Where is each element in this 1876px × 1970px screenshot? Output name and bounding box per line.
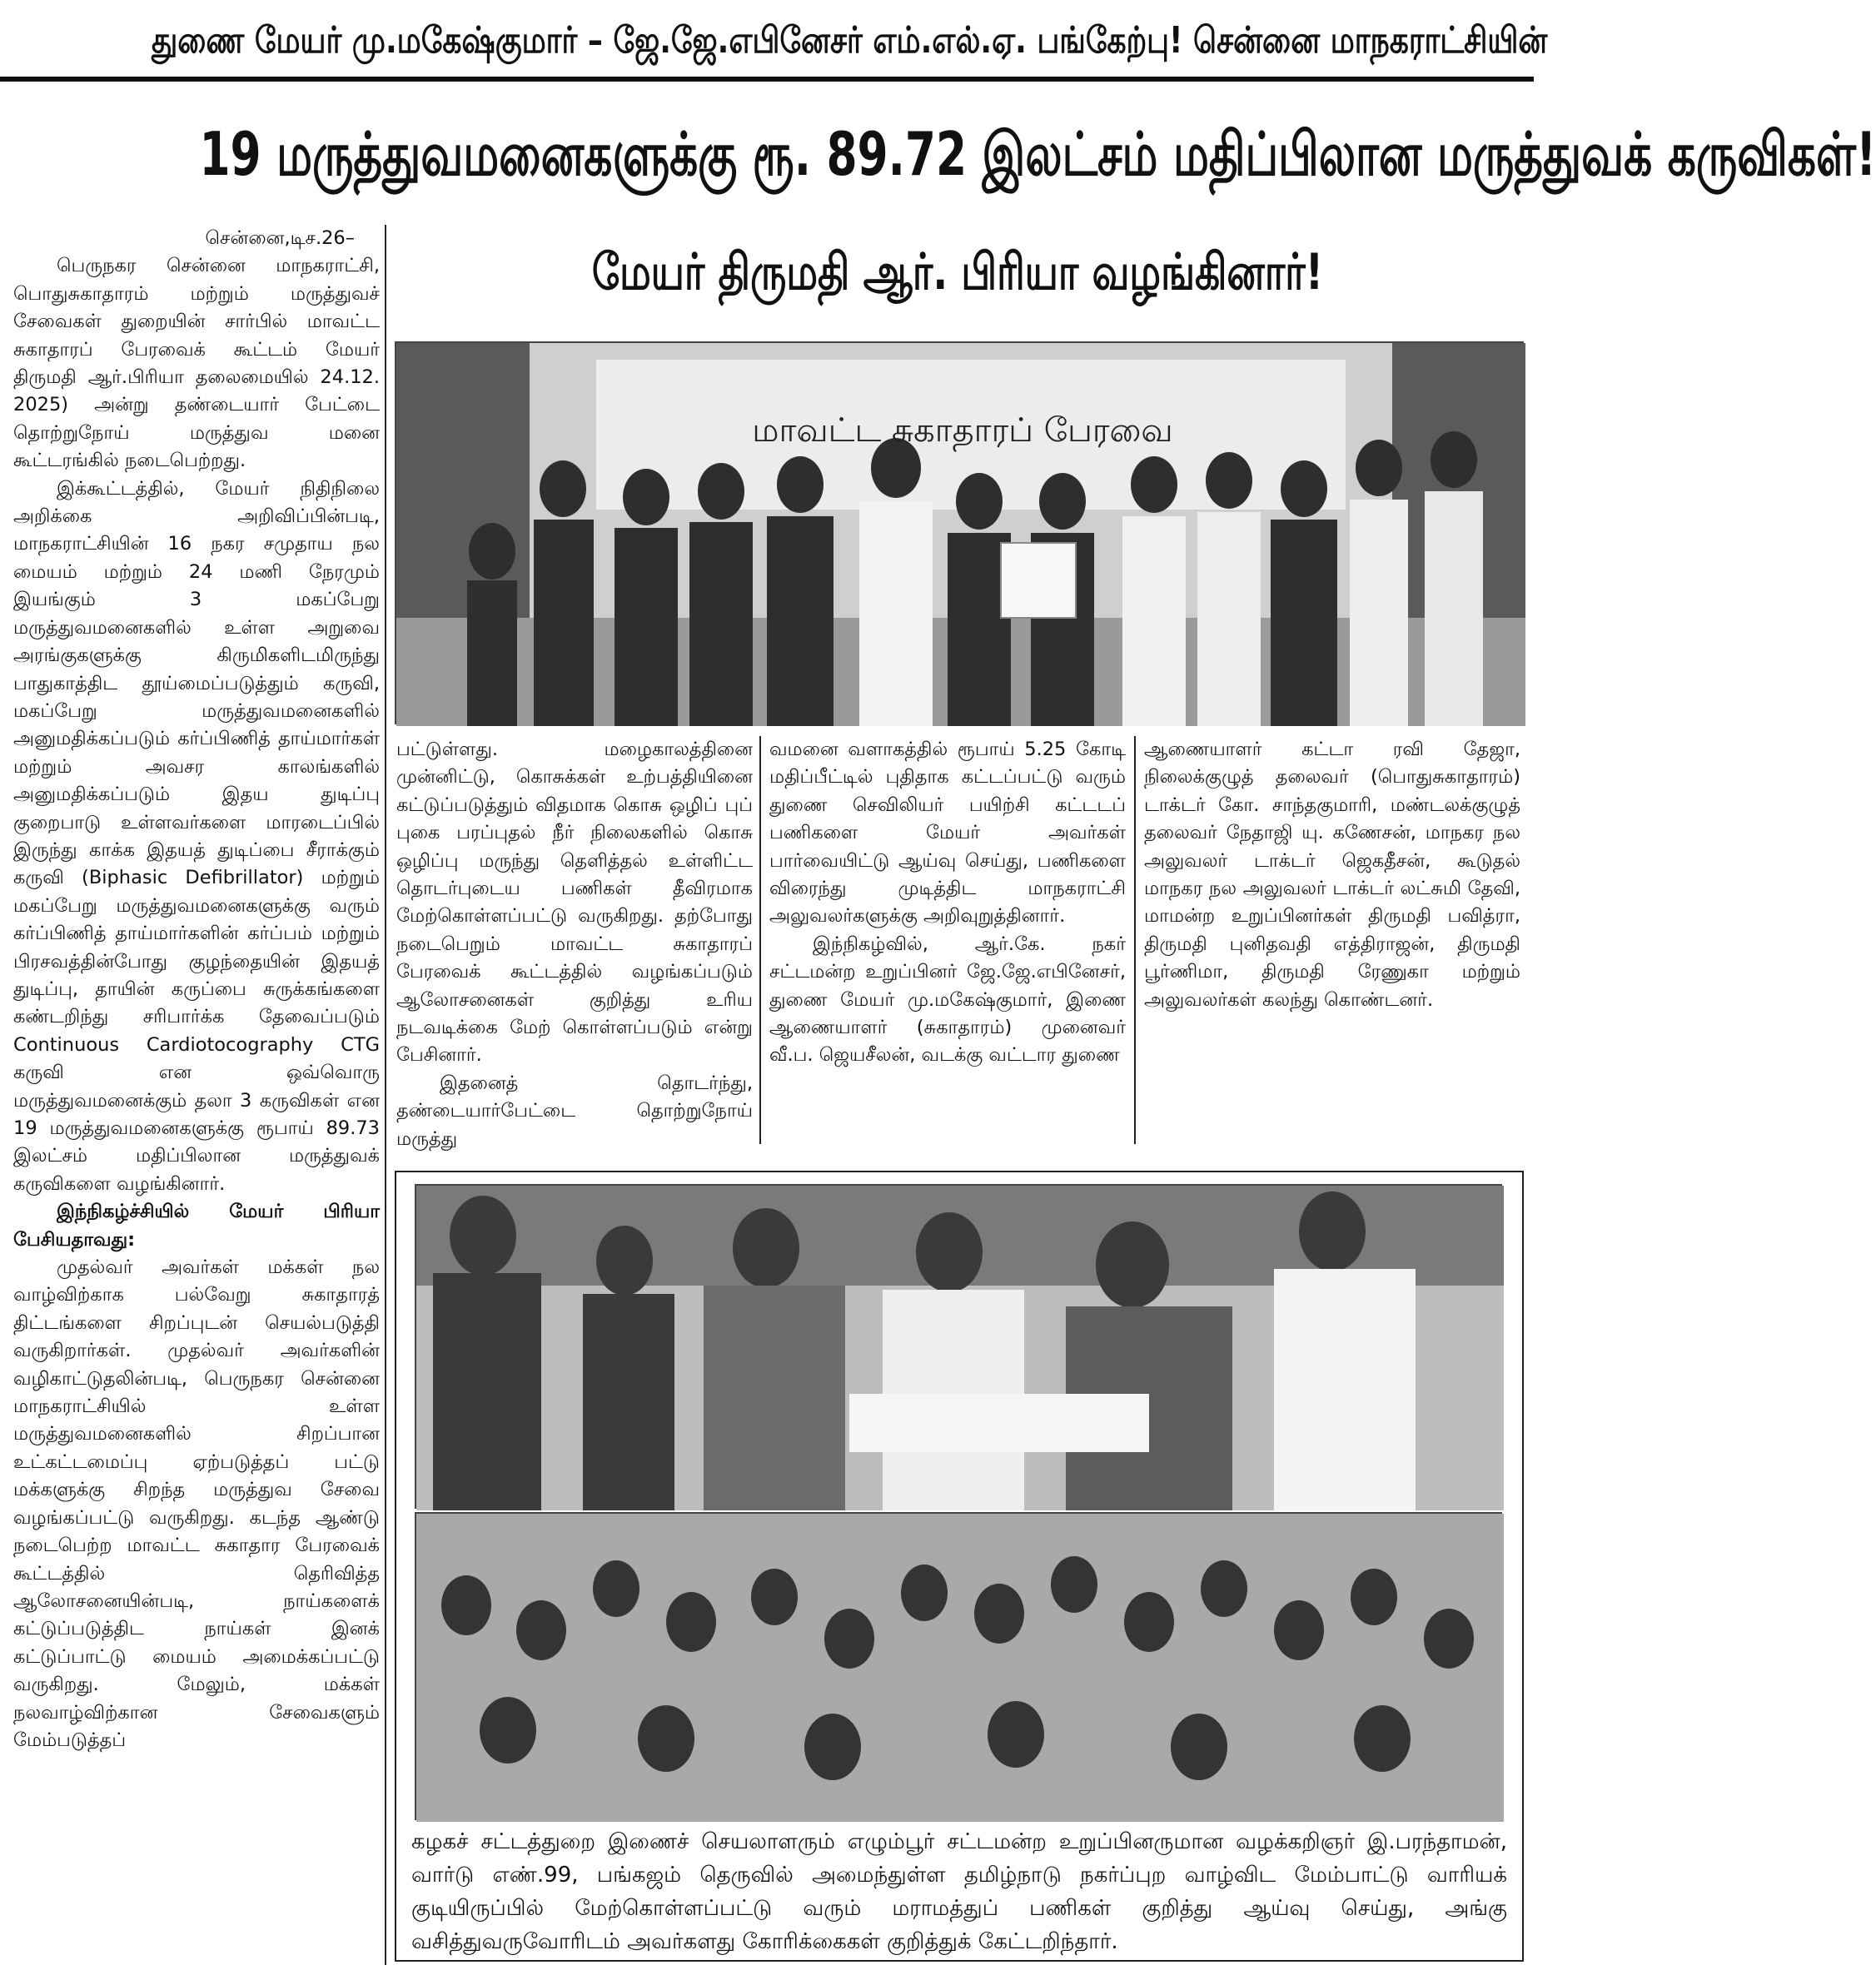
paragraph: பெருநகர சென்னை மாநகராட்சி, பொதுசுகாதாரம் மற்றும் மருத்துவச் சேவைகள் துறையின் சார்பில் மாவட்ட சுகாதாரப் பேரவைக் கூட்டம் மேயர் திருமதி ஆர்.பிரியா தலைமையில் 24.12. 2025) அன்று தண்டையார் பேட்டை தொற்றுநோய் மருத்துவ மனை கூட்டரங்கில் நடைபெற்றது. — [13, 255, 380, 472]
paragraph: முதல்வர் அவர்கள் மக்கள் நல வாழ்விற்காக பல்வேறு சுகாதாரத் திட்டங்களை சிறப்புடன் செயல்படுத்தி வருகிறார்கள். முதல்வர் அவர்களின் வழிகாட்டுதலின்படி, பெருநகர சென்னை மாநகராட்சியில் உள்ள மருத்துவமனைகளில் சிறப்பான உட்கட்டமைப்பு ஏற்படுத்தப் பட்டு மக்களுக்கு சிறந்த மருத்துவ சேவை வழங்கப்பட்டு வருகிறது. கடந்த ஆண்டு நடைபெற்ற மாவட்ட சுகாதார பேரவைக் கூட்டத்தில் தெரிவித்த ஆலோசனையின்படி, நாய்களைக் கட்டுப்படுத்திட நாய்கள் இனக் கட்டுப்பாட்டு மையம் அமைக்கப்பட்டு வருகிறது. மேலும், மக்கள் நலவாழ்விற்கான சேவைகளும் மேம்படுத்தப் — [13, 1256, 380, 1751]
column-divider — [385, 225, 386, 1965]
photo-caption: கழகச் சட்டத்துறை இணைச் செயலாளரும் எழும்பூர் சட்டமன்ற உறுப்பினருமான வழக்கறிஞர் இ.பரந்தாமன், வார்டு எண்.99, பங்கஜம் தெருவில் அமைந்துள்ள தமிழ்நாடு நகர்ப்புற வாழ்விட மேம்பாட்டு வாரியக் குடியிருப்பில் மேற்கொள்ளப்பட்டு வரும் மராமத்துப் பணிகள் குறித்து ஆய்வு செய்து, அங்கு வசித்துவருவோரிடம் அவர்களது கோரிக்கைகள் குறித்துக் கேட்டறிந்தார். — [411, 1829, 1507, 1954]
paragraph: இக்கூட்டத்தில், மேயர் நிதிநிலை அறிக்கை அறிவிப்பின்படி, மாநகராட்சியின் 16 நகர சமுதாய நல மையம் மற்றும் 24 மணி நேரமும் இயங்கும் 3 மகப்பேறு மருத்துவமனைகளில் உள்ள அறுவை அரங்குகளுக்கு கிருமிகளிடமிருந்து பாதுகாத்திட தூய்மைப்படுத்தும் கருவி, மகப்பேறு மருத்துவமனைகளில் அனுமதிக்கப்படும் கர்ப்பிணித் தாய்மார்கள் மற்றும் அவசர காலங்களில் அனுமதிக்கப்படும் இதய துடிப்பு குறைபாடு உள்ளவர்களை மாரடைப்பில் இருந்து காக்க இதயத் துடிப்பை சீராக்கும் கருவி (Biphasic Defibrillator) மற்றும் மகப்பேறு மருத்துவமனைகளுக்கு வரும் கர்ப்பிணித் தாய்மார்களின் கர்ப்பம் மற்றும் பிரசவத்தின்போது குழந்தையின் இதயத் துடிப்பு, தாயின் கருப்பை சுருக்கங்களை கண்டறிந்து சரிபார்க்க தேவைப்படும் Continuous Cardiotocography CTG கருவி என ஒவ்வொரு மருத்துவமனைக்கும் தலா 3 கருவிகள் என 19 மருத்துவமனைகளுக்கு ரூபாய் 89.73 இலட்சம் மதிப்பிலான மருத்துவக் கருவிகளை வழங்கினார். — [13, 477, 380, 1195]
column-divider — [759, 736, 761, 1144]
paragraph: பட்டுள்ளது. மழைகாலத்தினை முன்னிட்டு, கொசுக்கள் உற்பத்தியினை கட்டுப்படுத்தும் விதமாக கொசு ஒழிப் புப் புகை பரப்புதல் நீர் நிலைகளில் கொசு ஒழிப்பு மருந்து தெளித்தல் உள்ளிட்ட தொடர்புடைய பணிகள் தீவிரமாக மேற்கொள்ளப்பட்டு வருகிறது. தற்போது நடைபெறும் மாவட்ட சுகாதாரப் பேரவைக் கூட்டத்தில் வழங்கப்படும் ஆலோசனைகள் குறித்து உரிய நடவடிக்கை மேற் கொள்ளப்படும் என்று பேசினார். — [396, 739, 753, 1067]
header-rule — [0, 77, 1534, 82]
paragraph: இந்நிகழ்வில், ஆர்.கே. நகர் சட்டமன்ற உறுப்பினர் ஜே.ஜே.எபினேசர், துணை மேயர் மு.மகேஷ்குமார், இணை ஆணையாளர் (சுகாதாரம்) முனைவர் வீ.ப. ஜெயசீலன், வடக்கு வட்டார துணை — [769, 933, 1126, 1067]
headline: 19 மருத்துவமனைகளுக்கு ரூ. 89.72 இலட்சம் மதிப்பிலான மருத்துவக் கருவிகள்! — [199, 119, 1876, 189]
paragraph: வமனை வளாகத்தில் ரூபாய் 5.25 கோடி மதிப்பீட்டில் புதிதாக கட்டப்பட்டு வரும் துணை செவிலியர் பயிற்சி கட்டடப் பணிகளை மேயர் அவர்கள் பார்வையிட்டு ஆய்வு செய்து, பணிகளை விரைந்து முடித்திட மாநகராட்சி அலுவலர்களுக்கு அறிவுறுத்தினார். — [769, 739, 1126, 928]
section-subhead: இந்நிகழ்ச்சியில் மேயர் பிரியா பேசியதாவது: — [13, 1201, 380, 1251]
inspection-photo-crowd — [415, 1512, 1502, 1820]
article-column-1 — [13, 225, 380, 1965]
health-council-photo — [395, 341, 1524, 724]
dateline: சென்னை,டிச.26– — [205, 227, 355, 249]
article-column-2 — [396, 736, 753, 1169]
paragraph: இதனைத் தொடர்ந்து, தண்டையார்பேட்டை தொற்றுநோய் மருத்து — [396, 1072, 753, 1150]
sub-headline: மேயர் திருமதி ஆர். பிரியா வழங்கினார்! — [591, 243, 1324, 301]
column-divider — [1134, 736, 1136, 1144]
banner-text: மாவட்ட சுகாதாரப் பேரவை — [752, 411, 1173, 450]
article-column-3 — [769, 736, 1126, 1169]
kicker-line: துணை மேயர் மு.மகேஷ்குமார் – ஜே.ஜே.எபினேசர் எம்.எல்.ஏ. பங்கேற்பு! சென்னை மாநகராட்சியின் — [152, 19, 1548, 62]
paragraph: ஆணையாளர் கட்டா ரவி தேஜா, நிலைக்குழுத் தலைவர் (பொதுசுகாதாரம்) டாக்டர் கோ. சாந்தகுமாரி, மண்டலக்குழுத் தலைவர் நேதாஜி யு. கணேசன், மாநகர நல அலுவலர் டாக்டர் ஜெகதீசன், கூடுதல் மாநகர நல அலுவலர் டாக்டர் லட்சுமி தேவி, மாமன்ற உறுப்பினர்கள் திருமதி பவித்ரா, திருமதி புனிதவதி எத்திராஜன், திருமதி பூர்ணிமா, திருமதி ரேணுகா மற்றும் அலுவலர்கள் கலந்து கொண்டனர். — [1144, 739, 1520, 1011]
article-column-4 — [1144, 736, 1520, 1169]
inspection-photo-top — [415, 1184, 1502, 1509]
